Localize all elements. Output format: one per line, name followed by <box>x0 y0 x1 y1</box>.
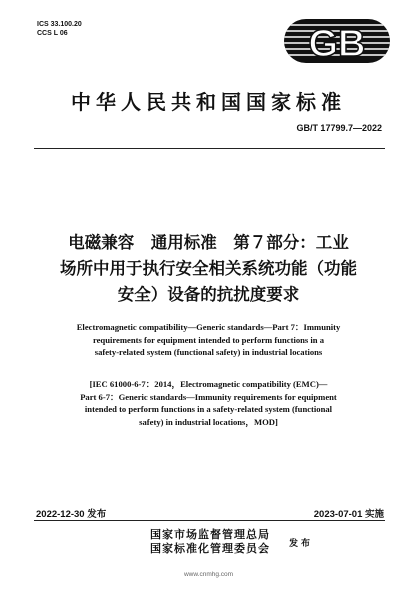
publish-label: 发布 <box>289 539 314 549</box>
chinese-title <box>20 230 397 308</box>
equivalent-line-4: safety) in industrial locations，MOD] <box>139 416 278 427</box>
header-divider <box>34 148 385 149</box>
gb-logo-text: GB <box>308 23 366 64</box>
issuer-samr: 国家市场监督管理总局 <box>150 528 270 541</box>
equivalent-line-1: [IEC 61000-6-7：2014，Electromagnetic compatibility (EMC)— <box>89 379 328 389</box>
issuing-authorities <box>150 528 270 556</box>
english-title-line-3: safety-related system (functional safety) in industrial locations <box>94 347 323 357</box>
chinese-title-line-2: 场所中用于执行安全相关系统功能（功能 <box>60 259 357 278</box>
equivalent-standard <box>30 378 387 428</box>
implementation-date: 2023-07-01 实施 <box>313 509 384 520</box>
chinese-title-line-1: 电磁兼容 通用标准 第７部分：工业 <box>68 233 349 252</box>
ccs-code: CCS L 06 <box>37 30 68 37</box>
issue-date: 2022-12-30 发布 <box>36 509 107 520</box>
ics-code: ICS 33.100.20 <box>37 21 82 28</box>
standard-number: GB/T 17799.7—2022 <box>296 123 382 133</box>
watermark: www.cnmhg.com <box>183 571 234 578</box>
national-standard-title: 中华人民共和国国家标准 <box>71 90 346 114</box>
equivalent-line-3: intended to perform functions in a safety-related system (functional <box>84 404 333 414</box>
issuer-sac: 国家标准化管理委员会 <box>150 542 270 555</box>
english-title-line-1: Electromagnetic compatibility—Generic standards—Part 7：Immunity <box>76 322 341 332</box>
gb-logo-icon <box>283 18 391 64</box>
english-title <box>30 321 387 359</box>
chinese-title-line-3: 安全）设备的抗扰度要求 <box>117 285 300 304</box>
english-title-line-2: requirements for equipment intended to perform functions in a <box>92 334 325 345</box>
equivalent-line-2: Part 6-7：Generic standards—Immunity requirements for equipment <box>80 391 337 402</box>
footer-divider <box>34 520 385 521</box>
ics-ccs-codes <box>37 20 82 38</box>
